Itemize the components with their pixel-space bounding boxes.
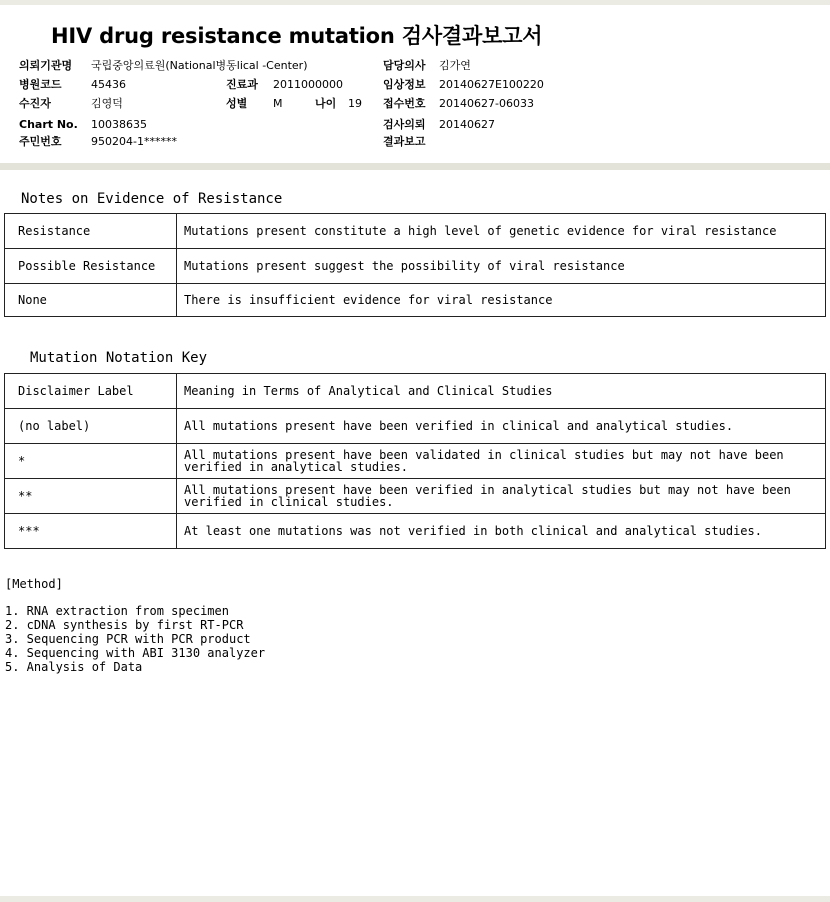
table-row: [5, 249, 826, 284]
patient-label: 수진자: [19, 97, 51, 110]
clinical-info-value: 20140627E100220: [439, 78, 544, 91]
method-step: 3. Sequencing PCR with PCR product: [5, 632, 251, 646]
notation-key-table: [4, 373, 826, 549]
sex-value: M: [273, 97, 283, 110]
receipt-value: 20140627-06033: [439, 97, 534, 110]
request-value: 20140627: [439, 118, 495, 131]
patient-value: 김영덕: [91, 97, 123, 110]
evidence-text-cell: There is insufficient evidence for viral resistance: [177, 284, 826, 317]
method-section: [5, 577, 265, 674]
bottom-divider: [0, 896, 830, 902]
method-title: [Method]: [5, 577, 63, 591]
table-row: [5, 214, 826, 249]
physician-value: 김가연: [439, 59, 471, 72]
report-title: HIV drug resistance mutation 검사결과보고서: [51, 24, 543, 48]
institution-value: 국립중앙의료원(National병동lical -Center): [91, 59, 308, 72]
top-divider: [0, 0, 830, 5]
department-label: 진료과: [226, 78, 258, 91]
physician-label: 담당의사: [383, 59, 426, 72]
method-step: 1. RNA extraction from specimen: [5, 604, 229, 618]
department-value: 2011000000: [273, 78, 343, 91]
evidence-label-cell: Possible Resistance: [5, 249, 177, 284]
evidence-label-cell: None: [5, 284, 177, 317]
evidence-text-cell: Mutations present suggest the possibility of viral resistance: [177, 249, 826, 284]
key-section-title: Mutation Notation Key: [30, 350, 208, 366]
key-label-cell: **: [5, 479, 177, 514]
id-value: 950204-1******: [91, 135, 177, 148]
request-label: 검사의뢰: [383, 118, 426, 131]
method-step: 5. Analysis of Data: [5, 660, 143, 674]
key-header-text: Meaning in Terms of Analytical and Clinical Studies: [177, 374, 826, 409]
evidence-section-title: Notes on Evidence of Resistance: [21, 191, 283, 207]
table-header-row: [5, 374, 826, 409]
table-row: [5, 444, 826, 479]
key-header-label: Disclaimer Label: [5, 374, 177, 409]
sex-label: 성별: [226, 97, 248, 110]
chart-no-value: 10038635: [91, 118, 147, 131]
evidence-label-cell: Resistance: [5, 214, 177, 249]
method-step: 4. Sequencing with ABI 3130 analyzer: [5, 646, 266, 660]
key-text-cell: All mutations present have been validated in clinical studies but may not have been verified in analytical studies.: [177, 444, 826, 479]
age-value: 19: [348, 97, 362, 110]
key-text-cell: At least one mutations was not verified in both clinical and analytical studies.: [177, 514, 826, 549]
header-divider: [0, 163, 830, 170]
clinical-info-label: 임상정보: [383, 78, 426, 91]
key-text-cell: All mutations present have been verified in analytical studies but may not have been verified in clinical studies.: [177, 479, 826, 514]
table-row: [5, 479, 826, 514]
key-label-cell: (no label): [5, 409, 177, 444]
method-steps: [5, 604, 265, 674]
receipt-label: 접수번호: [383, 97, 426, 110]
method-step: 2. cDNA synthesis by first RT-PCR: [5, 618, 244, 632]
id-label: 주민번호: [19, 135, 62, 148]
evidence-table: [4, 213, 826, 317]
table-row: [5, 514, 826, 549]
chart-no-label: Chart No.: [19, 118, 78, 131]
result-label: 결과보고: [383, 135, 426, 148]
ward-code-value: 45436: [91, 78, 126, 91]
ward-code-label: 병원코드: [19, 78, 62, 91]
institution-label: 의뢰기관명: [19, 59, 73, 72]
age-label: 나이: [315, 97, 337, 110]
key-text-cell: All mutations present have been verified in clinical and analytical studies.: [177, 409, 826, 444]
key-label-cell: *: [5, 444, 177, 479]
table-row: [5, 284, 826, 317]
table-row: [5, 409, 826, 444]
key-label-cell: ***: [5, 514, 177, 549]
evidence-text-cell: Mutations present constitute a high level of genetic evidence for viral resistance: [177, 214, 826, 249]
